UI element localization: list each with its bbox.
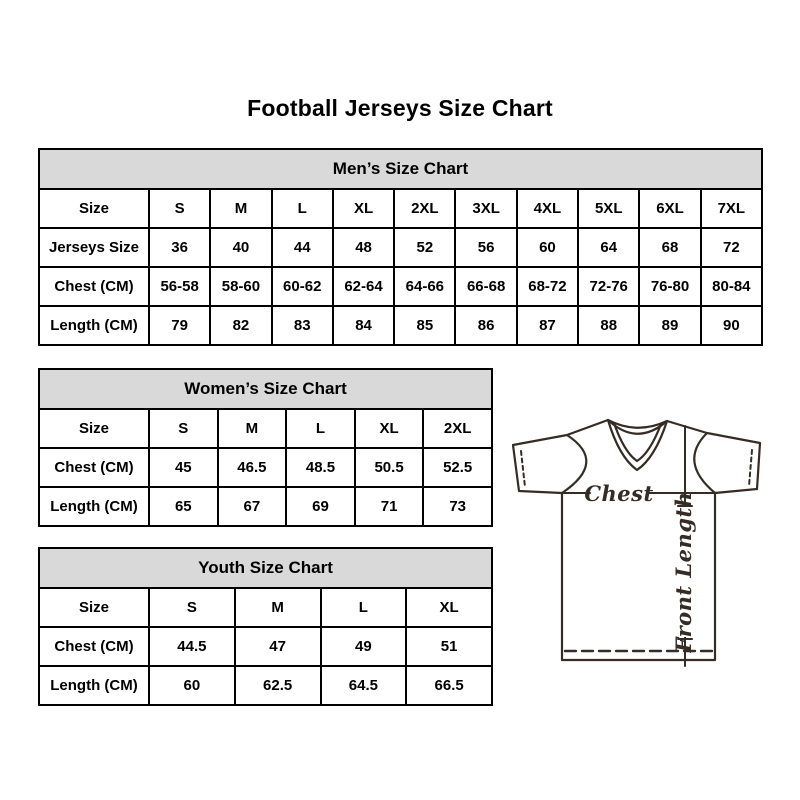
row-label: Size bbox=[39, 588, 149, 627]
cell-value: 69 bbox=[286, 487, 355, 526]
cell-value: 73 bbox=[423, 487, 492, 526]
cell-value: 56 bbox=[455, 228, 516, 267]
row-label: Chest (CM) bbox=[39, 627, 149, 666]
chest-label: Chest bbox=[584, 481, 654, 506]
cell-value: 72-76 bbox=[578, 267, 639, 306]
cell-value: 58-60 bbox=[210, 267, 271, 306]
cell-value: 83 bbox=[272, 306, 333, 345]
row-label: Chest (CM) bbox=[39, 448, 149, 487]
cell-value: 76-80 bbox=[639, 267, 700, 306]
cell-value: L bbox=[286, 409, 355, 448]
table-banner-row bbox=[39, 548, 492, 588]
cell-value: 36 bbox=[149, 228, 210, 267]
cell-value: 66.5 bbox=[406, 666, 492, 705]
womens-size-table bbox=[38, 368, 493, 527]
cell-value: 87 bbox=[517, 306, 578, 345]
cell-value: 68 bbox=[639, 228, 700, 267]
cell-value: 5XL bbox=[578, 189, 639, 228]
cell-value: XL bbox=[333, 189, 394, 228]
table-row bbox=[39, 588, 492, 627]
row-label: Size bbox=[39, 409, 149, 448]
cell-value: 2XL bbox=[423, 409, 492, 448]
cell-value: 4XL bbox=[517, 189, 578, 228]
cell-value: 50.5 bbox=[355, 448, 424, 487]
jersey-right-sleeve bbox=[667, 421, 760, 493]
cell-value: L bbox=[321, 588, 407, 627]
cell-value: 86 bbox=[455, 306, 516, 345]
cell-value: 44.5 bbox=[149, 627, 235, 666]
cell-value: 52.5 bbox=[423, 448, 492, 487]
cell-value: 84 bbox=[333, 306, 394, 345]
cell-value: S bbox=[149, 189, 210, 228]
cell-value: 49 bbox=[321, 627, 407, 666]
cell-value: 7XL bbox=[701, 189, 762, 228]
cell-value: 88 bbox=[578, 306, 639, 345]
table-banner-title: Youth Size Chart bbox=[39, 548, 492, 588]
table-row bbox=[39, 666, 492, 705]
page-title: Football Jerseys Size Chart bbox=[247, 95, 553, 121]
cell-value: 60-62 bbox=[272, 267, 333, 306]
cell-value: 56-58 bbox=[149, 267, 210, 306]
table-banner-title: Women’s Size Chart bbox=[39, 369, 492, 409]
cell-value: 60 bbox=[149, 666, 235, 705]
mens-size-table bbox=[38, 148, 763, 346]
cell-value: 51 bbox=[406, 627, 492, 666]
cell-value: 68-72 bbox=[517, 267, 578, 306]
cell-value: 82 bbox=[210, 306, 271, 345]
cell-value: 66-68 bbox=[455, 267, 516, 306]
front-length-label: Front Length bbox=[671, 491, 696, 653]
cell-value: M bbox=[210, 189, 271, 228]
cell-value: 67 bbox=[218, 487, 287, 526]
jersey-left-cuff-stitch bbox=[521, 451, 525, 487]
cell-value: 80-84 bbox=[701, 267, 762, 306]
cell-value: M bbox=[235, 588, 321, 627]
table-row bbox=[39, 306, 762, 345]
table-row bbox=[39, 448, 492, 487]
youth-size-table bbox=[38, 547, 493, 706]
cell-value: 64 bbox=[578, 228, 639, 267]
row-label: Jerseys Size bbox=[39, 228, 149, 267]
cell-value: 45 bbox=[149, 448, 218, 487]
table-row bbox=[39, 487, 492, 526]
jersey-right-seam bbox=[694, 433, 715, 493]
cell-value: XL bbox=[355, 409, 424, 448]
cell-value: 72 bbox=[701, 228, 762, 267]
cell-value: 89 bbox=[639, 306, 700, 345]
cell-value: 52 bbox=[394, 228, 455, 267]
cell-value: 47 bbox=[235, 627, 321, 666]
cell-value: 64-66 bbox=[394, 267, 455, 306]
cell-value: XL bbox=[406, 588, 492, 627]
row-label: Length (CM) bbox=[39, 306, 149, 345]
cell-value: M bbox=[218, 409, 287, 448]
row-label: Length (CM) bbox=[39, 487, 149, 526]
table-banner-row bbox=[39, 149, 762, 189]
cell-value: 2XL bbox=[394, 189, 455, 228]
cell-value: 48.5 bbox=[286, 448, 355, 487]
table-row bbox=[39, 189, 762, 228]
row-label: Chest (CM) bbox=[39, 267, 149, 306]
table-row bbox=[39, 409, 492, 448]
table-banner-row bbox=[39, 369, 492, 409]
jersey-measurement-diagram bbox=[498, 410, 783, 675]
cell-value: 60 bbox=[517, 228, 578, 267]
cell-value: 85 bbox=[394, 306, 455, 345]
cell-value: L bbox=[272, 189, 333, 228]
cell-value: S bbox=[149, 588, 235, 627]
cell-value: 62.5 bbox=[235, 666, 321, 705]
cell-value: 65 bbox=[149, 487, 218, 526]
table-row bbox=[39, 627, 492, 666]
cell-value: 79 bbox=[149, 306, 210, 345]
jersey-left-seam bbox=[562, 435, 586, 493]
cell-value: S bbox=[149, 409, 218, 448]
cell-value: 64.5 bbox=[321, 666, 407, 705]
row-label: Size bbox=[39, 189, 149, 228]
row-label: Length (CM) bbox=[39, 666, 149, 705]
jersey-right-cuff-stitch bbox=[749, 450, 752, 486]
cell-value: 44 bbox=[272, 228, 333, 267]
cell-value: 6XL bbox=[639, 189, 700, 228]
table-row bbox=[39, 267, 762, 306]
cell-value: 40 bbox=[210, 228, 271, 267]
cell-value: 46.5 bbox=[218, 448, 287, 487]
table-row bbox=[39, 228, 762, 267]
cell-value: 3XL bbox=[455, 189, 516, 228]
cell-value: 62-64 bbox=[333, 267, 394, 306]
cell-value: 71 bbox=[355, 487, 424, 526]
cell-value: 48 bbox=[333, 228, 394, 267]
cell-value: 90 bbox=[701, 306, 762, 345]
table-banner-title: Men’s Size Chart bbox=[39, 149, 762, 189]
